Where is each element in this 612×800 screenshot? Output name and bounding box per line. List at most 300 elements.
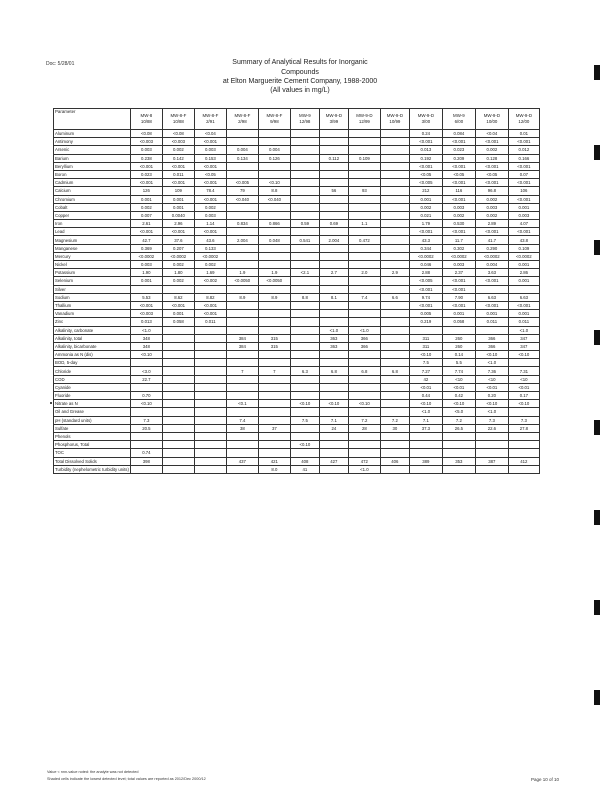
result-value <box>348 375 380 383</box>
result-value: 41 <box>290 465 319 473</box>
result-value: 37.3 <box>409 424 442 432</box>
result-value: 0.002 <box>475 146 508 154</box>
result-value: <0.001 <box>508 301 539 309</box>
result-value: <0.001 <box>442 301 475 309</box>
result-value: 7 <box>226 367 258 375</box>
result-value <box>319 211 348 219</box>
result-value <box>290 301 319 309</box>
result-value: 1.9 <box>258 269 290 277</box>
result-value: <0.05 <box>442 170 475 178</box>
column-date: 6/00 <box>454 119 464 124</box>
result-value <box>319 375 348 383</box>
result-value: 22.6 <box>475 424 508 432</box>
result-value <box>226 351 258 359</box>
result-value: 0.013 <box>409 146 442 154</box>
result-value <box>409 432 442 440</box>
result-value: 311 <box>409 342 442 350</box>
result-value <box>380 408 409 416</box>
result-value <box>258 228 290 236</box>
column-name: MW-9-D <box>515 113 532 118</box>
result-value: 7.3 <box>130 416 162 424</box>
result-value: 116 <box>442 187 475 195</box>
result-value <box>258 400 290 408</box>
result-value: <0.001 <box>409 228 442 236</box>
page-number: Page 10 of 10 <box>531 777 560 782</box>
result-value <box>290 162 319 170</box>
well-column-header <box>409 109 442 130</box>
result-value <box>194 375 226 383</box>
result-value <box>508 465 539 473</box>
result-value: 0.109 <box>508 244 539 252</box>
result-value: 56 <box>319 187 348 195</box>
result-value <box>226 375 258 383</box>
well-column-header <box>194 109 226 130</box>
result-value <box>258 310 290 318</box>
result-value: 315 <box>258 342 290 350</box>
result-value: <0.0002 <box>508 252 539 260</box>
result-value: 96.8 <box>475 187 508 195</box>
result-value: 0.209 <box>442 154 475 162</box>
result-value: 7.1 <box>409 416 442 424</box>
result-value <box>162 367 194 375</box>
result-value <box>258 359 290 367</box>
result-value: 7 <box>258 367 290 375</box>
result-value: <1.0 <box>130 326 162 334</box>
result-value: 0.344 <box>409 244 442 252</box>
result-value: 2.89 <box>475 220 508 228</box>
result-value: 6.63 <box>508 293 539 301</box>
well-column-header <box>475 109 508 130</box>
result-value: 9.74 <box>409 293 442 301</box>
result-value: 6.3 <box>290 367 319 375</box>
result-value <box>348 195 380 203</box>
result-value <box>194 326 226 334</box>
result-value: 20.5 <box>130 424 162 432</box>
result-value <box>258 130 290 138</box>
result-value <box>348 252 380 260</box>
result-value <box>380 179 409 187</box>
column-date: 3/00 <box>421 119 431 124</box>
result-value <box>162 392 194 400</box>
parameter-name: Magnesium <box>54 236 131 244</box>
result-value: 0.021 <box>409 211 442 219</box>
table-row <box>54 277 540 285</box>
result-value <box>290 203 319 211</box>
result-value: 7.74 <box>442 367 475 375</box>
result-value: 7.31 <box>508 367 539 375</box>
result-value <box>258 408 290 416</box>
scan-edge-mark <box>594 600 600 615</box>
title-line-4: (All values in mg/L) <box>270 87 330 94</box>
result-value <box>290 179 319 187</box>
parameter-name: Fluoride <box>54 392 131 400</box>
result-value: <0.001 <box>194 179 226 187</box>
result-value <box>319 301 348 309</box>
result-value <box>290 211 319 219</box>
result-value <box>290 375 319 383</box>
result-value: <0.05 <box>409 170 442 178</box>
table-row <box>54 162 540 170</box>
result-value <box>194 400 226 408</box>
result-value: <0.0002 <box>194 252 226 260</box>
result-value: 0.14 <box>442 351 475 359</box>
parameter-name: Lead <box>54 228 131 236</box>
parameter-name: Calcium <box>54 187 131 195</box>
parameter-name: BOD, 5-day <box>54 359 131 367</box>
result-value: 43.3 <box>409 236 442 244</box>
result-value <box>258 432 290 440</box>
parameter-name: Mercury <box>54 252 131 260</box>
result-value <box>226 359 258 367</box>
result-value <box>194 285 226 293</box>
result-value <box>162 408 194 416</box>
result-value: <0.001 <box>194 195 226 203</box>
column-date: 9/98 <box>270 119 279 124</box>
column-date: 3/99 <box>329 119 339 124</box>
table-row <box>54 154 540 162</box>
result-value <box>380 465 409 473</box>
result-value <box>258 318 290 326</box>
result-value: 2.37 <box>442 269 475 277</box>
result-value: 0.207 <box>162 244 194 252</box>
result-value <box>130 465 162 473</box>
result-value: 8.9 <box>258 293 290 301</box>
result-value: 0.004 <box>226 146 258 154</box>
column-name: Parameter <box>55 109 76 114</box>
result-value: 0.002 <box>442 211 475 219</box>
result-value <box>319 170 348 178</box>
result-value: 0.20 <box>475 392 508 400</box>
table-row <box>54 244 540 252</box>
result-value: <0.10 <box>258 179 290 187</box>
result-value: <0.001 <box>442 138 475 146</box>
result-value: 0.003 <box>442 261 475 269</box>
table-row <box>54 130 540 138</box>
result-value <box>290 154 319 162</box>
result-value: 6.63 <box>475 293 508 301</box>
result-value: 311 <box>409 334 442 342</box>
parameter-name: Alkalinity, total <box>54 334 131 342</box>
result-value <box>319 318 348 326</box>
result-value: 4.07 <box>508 220 539 228</box>
result-value <box>226 301 258 309</box>
result-value <box>226 285 258 293</box>
result-value: 0.126 <box>258 154 290 162</box>
result-value: <0.001 <box>409 138 442 146</box>
result-value: 0.002 <box>194 261 226 269</box>
result-value: 0.238 <box>130 154 162 162</box>
result-value <box>194 449 226 457</box>
result-value: 1.80 <box>162 269 194 277</box>
result-value: <1.0 <box>319 326 348 334</box>
result-value <box>290 244 319 252</box>
result-value: 8.62 <box>162 293 194 301</box>
result-value <box>290 392 319 400</box>
result-value <box>194 367 226 375</box>
table-row <box>54 449 540 457</box>
result-value: 0.003 <box>194 211 226 219</box>
result-value: 0.058 <box>162 318 194 326</box>
table-row <box>54 179 540 187</box>
result-value <box>380 252 409 260</box>
result-value <box>348 383 380 391</box>
result-value <box>508 408 539 416</box>
result-value: 315 <box>258 334 290 342</box>
result-value: <0.001 <box>508 195 539 203</box>
parameter-name: Cyanide <box>54 383 131 391</box>
result-value: 7.4 <box>226 416 258 424</box>
result-value: <0.001 <box>442 162 475 170</box>
result-value <box>508 441 539 449</box>
result-value <box>290 326 319 334</box>
well-column-header <box>130 109 162 130</box>
result-value: <0.003 <box>130 138 162 146</box>
title-line-3: at Elton Marguerite Cement Company, 1988-2000 <box>222 78 378 85</box>
table-row <box>54 138 540 146</box>
scan-edge-mark <box>594 240 600 255</box>
result-value <box>348 138 380 146</box>
result-value: 366 <box>475 342 508 350</box>
result-value <box>162 351 194 359</box>
result-value <box>380 130 409 138</box>
result-value <box>442 465 475 473</box>
parameter-name: Cadmium <box>54 179 131 187</box>
result-value: 0.003 <box>130 146 162 154</box>
document-id: Doc: 5/28/01 <box>46 61 75 67</box>
result-value <box>226 449 258 457</box>
result-value: <0.01 <box>442 383 475 391</box>
result-value: <0.001 <box>194 228 226 236</box>
result-value <box>348 432 380 440</box>
result-value: 1.9 <box>226 269 258 277</box>
result-value <box>380 301 409 309</box>
result-value: 0.011 <box>475 318 508 326</box>
result-value: 0.003 <box>194 146 226 154</box>
result-value: 347 <box>508 342 539 350</box>
result-value: 472 <box>348 457 380 465</box>
parameter-name: Chromium <box>54 195 131 203</box>
result-value: 437 <box>226 457 258 465</box>
result-value: <0.001 <box>508 179 539 187</box>
result-value: 42.7 <box>130 236 162 244</box>
result-value <box>319 179 348 187</box>
column-name: MW-8-F <box>234 113 251 118</box>
column-name: MW-9 <box>299 113 311 118</box>
result-value <box>290 187 319 195</box>
result-value: 126 <box>130 187 162 195</box>
parameter-name: pH (standard units) <box>54 416 131 424</box>
result-value: 0.192 <box>409 154 442 162</box>
margin-mark <box>50 402 52 404</box>
scan-edge-mark <box>594 65 600 80</box>
footnote-2: Shaded cells indicate the lowest detected level; total values are reported as 2012/Dec 2000/12 <box>47 777 206 781</box>
result-value <box>162 326 194 334</box>
table-row <box>54 326 540 334</box>
result-value: 0.001 <box>475 310 508 318</box>
result-value <box>348 408 380 416</box>
parameter-name: Iron <box>54 220 131 228</box>
result-value: <0.001 <box>442 277 475 285</box>
result-value <box>290 146 319 154</box>
result-value: 0.011 <box>194 318 226 326</box>
result-value <box>319 244 348 252</box>
result-value <box>380 285 409 293</box>
result-value: <1.0 <box>348 326 380 334</box>
result-value <box>226 228 258 236</box>
result-value: 109 <box>162 187 194 195</box>
result-value: <0.001 <box>475 228 508 236</box>
parameter-name: Aluminum <box>54 130 131 138</box>
result-value <box>258 138 290 146</box>
result-value <box>290 432 319 440</box>
result-value: <0.005 <box>409 277 442 285</box>
result-value <box>226 170 258 178</box>
result-value <box>319 146 348 154</box>
result-value: 0.011 <box>508 318 539 326</box>
result-value: 2.88 <box>409 269 442 277</box>
result-value <box>319 310 348 318</box>
result-value: 7.3 <box>508 416 539 424</box>
result-value <box>380 334 409 342</box>
column-name: MW-9-D <box>417 113 434 118</box>
result-value <box>194 408 226 416</box>
result-value: <0.0050 <box>258 277 290 285</box>
result-value <box>290 383 319 391</box>
result-value: 0.369 <box>130 244 162 252</box>
result-value: 2.86 <box>508 269 539 277</box>
result-value: <0.005 <box>226 179 258 187</box>
result-value: 0.153 <box>194 154 226 162</box>
result-value: 2.004 <box>226 236 258 244</box>
result-value: 6.8 <box>348 367 380 375</box>
result-value: 0.112 <box>319 154 348 162</box>
result-value <box>475 285 508 293</box>
table-row <box>54 318 540 326</box>
result-value: <3.0 <box>130 367 162 375</box>
result-value <box>194 359 226 367</box>
result-value: 348 <box>130 342 162 350</box>
result-value: 0.002 <box>475 195 508 203</box>
result-value <box>380 400 409 408</box>
result-value: 0.290 <box>475 244 508 252</box>
result-value: 0.003 <box>475 203 508 211</box>
result-value <box>319 203 348 211</box>
result-value: 0.001 <box>508 277 539 285</box>
result-value <box>380 138 409 146</box>
result-value <box>226 252 258 260</box>
column-date: 2/91 <box>206 119 215 124</box>
result-value <box>319 261 348 269</box>
result-value: 0.084 <box>442 130 475 138</box>
result-value: 384 <box>226 342 258 350</box>
result-value <box>290 285 319 293</box>
result-value: 412 <box>508 457 539 465</box>
result-value: <0.10 <box>290 441 319 449</box>
result-value <box>162 375 194 383</box>
result-value: 347 <box>508 334 539 342</box>
result-value <box>380 359 409 367</box>
result-value: 384 <box>226 334 258 342</box>
result-value: <0.001 <box>409 301 442 309</box>
result-value: 0.219 <box>409 318 442 326</box>
column-name: MW-8-F <box>202 113 219 118</box>
result-value: <0.001 <box>130 179 162 187</box>
result-value <box>130 285 162 293</box>
result-value <box>475 326 508 334</box>
result-value: 2.61 <box>130 220 162 228</box>
result-value: <0.08 <box>130 130 162 138</box>
result-value <box>319 383 348 391</box>
parameter-name: Sodium <box>54 293 131 301</box>
result-value <box>380 187 409 195</box>
result-value: <10 <box>475 375 508 383</box>
result-value <box>348 146 380 154</box>
result-value <box>258 211 290 219</box>
result-value <box>258 326 290 334</box>
table-row <box>54 310 540 318</box>
result-value <box>290 342 319 350</box>
result-value: 0.058 <box>442 318 475 326</box>
result-value: 43.8 <box>508 236 539 244</box>
result-value <box>226 211 258 219</box>
result-value <box>162 416 194 424</box>
result-value: 0.002 <box>475 211 508 219</box>
result-value <box>380 392 409 400</box>
result-value <box>348 449 380 457</box>
result-value: 0.004 <box>475 261 508 269</box>
result-value <box>380 162 409 170</box>
result-value <box>162 359 194 367</box>
result-value <box>508 359 539 367</box>
column-date: 10/99 <box>389 119 401 124</box>
result-value: 363 <box>319 342 348 350</box>
result-value: <0.10 <box>508 400 539 408</box>
result-value <box>130 441 162 449</box>
well-column-header <box>442 109 475 130</box>
result-value <box>162 432 194 440</box>
result-value: 0.002 <box>162 261 194 269</box>
result-value: 7.2 <box>442 416 475 424</box>
footnote-1: Value < nnn-value noted: the analyte was not detected <box>47 770 139 774</box>
result-value: <0.001 <box>442 195 475 203</box>
parameter-name: Cobalt <box>54 203 131 211</box>
result-value: <0.001 <box>194 138 226 146</box>
result-value: 0.023 <box>442 146 475 154</box>
result-value <box>319 351 348 359</box>
result-value: 353 <box>442 457 475 465</box>
result-value: <0.0002 <box>162 252 194 260</box>
result-value <box>258 301 290 309</box>
result-value <box>290 261 319 269</box>
result-value <box>258 261 290 269</box>
result-value <box>162 457 194 465</box>
result-value <box>194 457 226 465</box>
parameter-name: Oil and Grease <box>54 408 131 416</box>
result-value <box>409 326 442 334</box>
result-value <box>380 432 409 440</box>
table-row <box>54 236 540 244</box>
result-value <box>194 392 226 400</box>
result-value <box>226 138 258 146</box>
result-value <box>258 285 290 293</box>
parameter-name: Arsenic <box>54 146 131 154</box>
result-value: 0.24 <box>409 130 442 138</box>
result-value <box>348 301 380 309</box>
result-value: 7.2 <box>380 416 409 424</box>
parameter-name: COD <box>54 375 131 383</box>
result-value: 2.0 <box>348 269 380 277</box>
result-value: 0.133 <box>194 244 226 252</box>
